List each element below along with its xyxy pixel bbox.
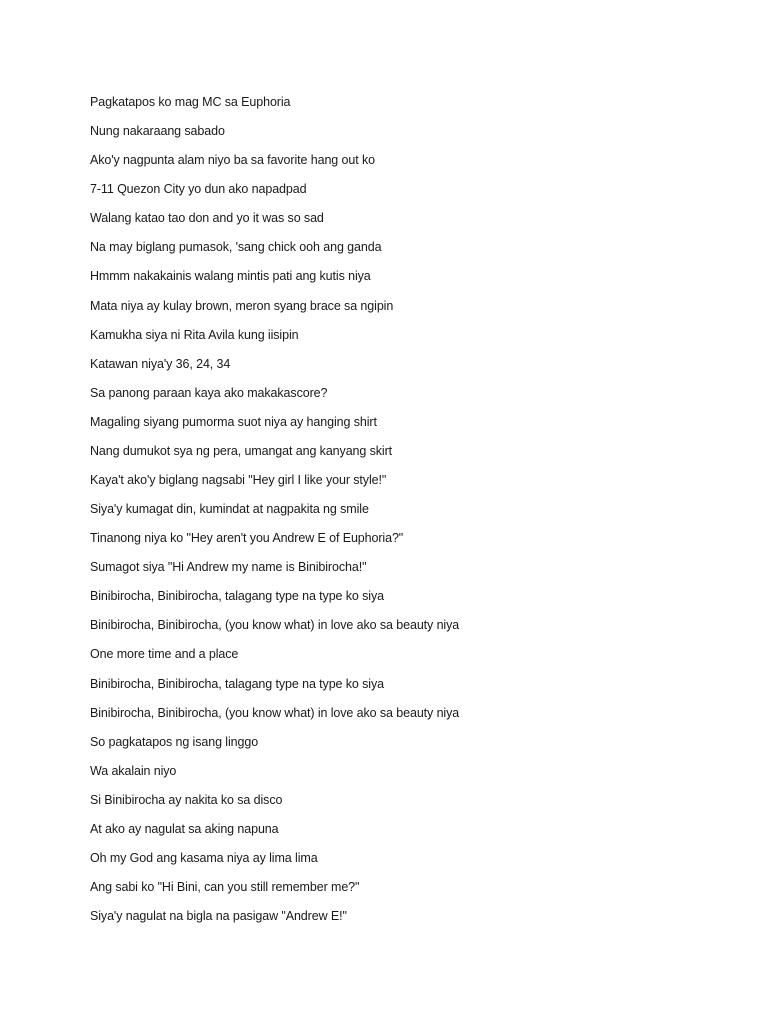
lyric-line: Walang katao tao don and yo it was so sad — [90, 211, 324, 226]
lyric-line: Kaya't ako'y biglang nagsabi "Hey girl I like your style!" — [90, 473, 387, 488]
lyric-line: Wa akalain niyo — [90, 763, 177, 778]
lyric-line: Siya'y kumagat din, kumindat at nagpakita ng smile — [90, 502, 369, 517]
lyric-line: Kamukha siya ni Rita Avila kung iisipin — [90, 327, 299, 342]
lyric-line: Katawan niya'y 36, 24, 34 — [90, 356, 231, 371]
lyrics-text-block — [90, 92, 730, 935]
lyric-line: Magaling siyang pumorma suot niya ay hanging shirt — [90, 414, 377, 429]
lyric-line: Mata niya ay kulay brown, meron syang brace sa ngipin — [90, 298, 394, 313]
lyric-line: Ang sabi ko "Hi Bini, can you still remember me?" — [90, 880, 360, 895]
lyric-line: Sa panong paraan kaya ako makakascore? — [90, 385, 328, 400]
lyric-line: Oh my God ang kasama niya ay lima lima — [90, 851, 318, 866]
lyric-line: Nang dumukot sya ng pera, umangat ang kanyang skirt — [90, 443, 393, 458]
lyric-line: Sumagot siya "Hi Andrew my name is Binibirocha!" — [90, 560, 367, 575]
lyric-line: Hmmm nakakainis walang mintis pati ang kutis niya — [90, 269, 371, 284]
lyric-line: Pagkatapos ko mag MC sa Euphoria — [90, 95, 291, 109]
lyric-line: Siya'y nagulat na bigla na pasigaw "Andrew E!" — [90, 909, 347, 924]
lyric-line: At ako ay nagulat sa aking napuna — [90, 821, 279, 836]
lyric-line: Binibirocha, Binibirocha, (you know what) in love ako sa beauty niya — [90, 705, 460, 720]
lyric-line: Tinanong niya ko "Hey aren't you Andrew E of Euphoria?" — [90, 531, 404, 546]
lyric-line: Ako'y nagpunta alam niyo ba sa favorite hang out ko — [90, 153, 375, 168]
lyric-line: 7-11 Quezon City yo dun ako napadpad — [90, 182, 307, 197]
lyric-line: Si Binibirocha ay nakita ko sa disco — [90, 792, 283, 807]
lyric-line: Binibirocha, Binibirocha, (you know what) in love ako sa beauty niya — [90, 618, 460, 633]
lyric-line: So pagkatapos ng isang linggo — [90, 734, 259, 749]
lyric-line: Binibirocha, Binibirocha, talagang type na type ko siya — [90, 676, 384, 691]
lyric-line: Nung nakaraang sabado — [90, 124, 225, 139]
lyric-line: Binibirocha, Binibirocha, talagang type na type ko siya — [90, 589, 384, 604]
lyric-line: One more time and a place — [90, 647, 239, 662]
lyric-line: Na may biglang pumasok, 'sang chick ooh ang ganda — [90, 240, 382, 255]
